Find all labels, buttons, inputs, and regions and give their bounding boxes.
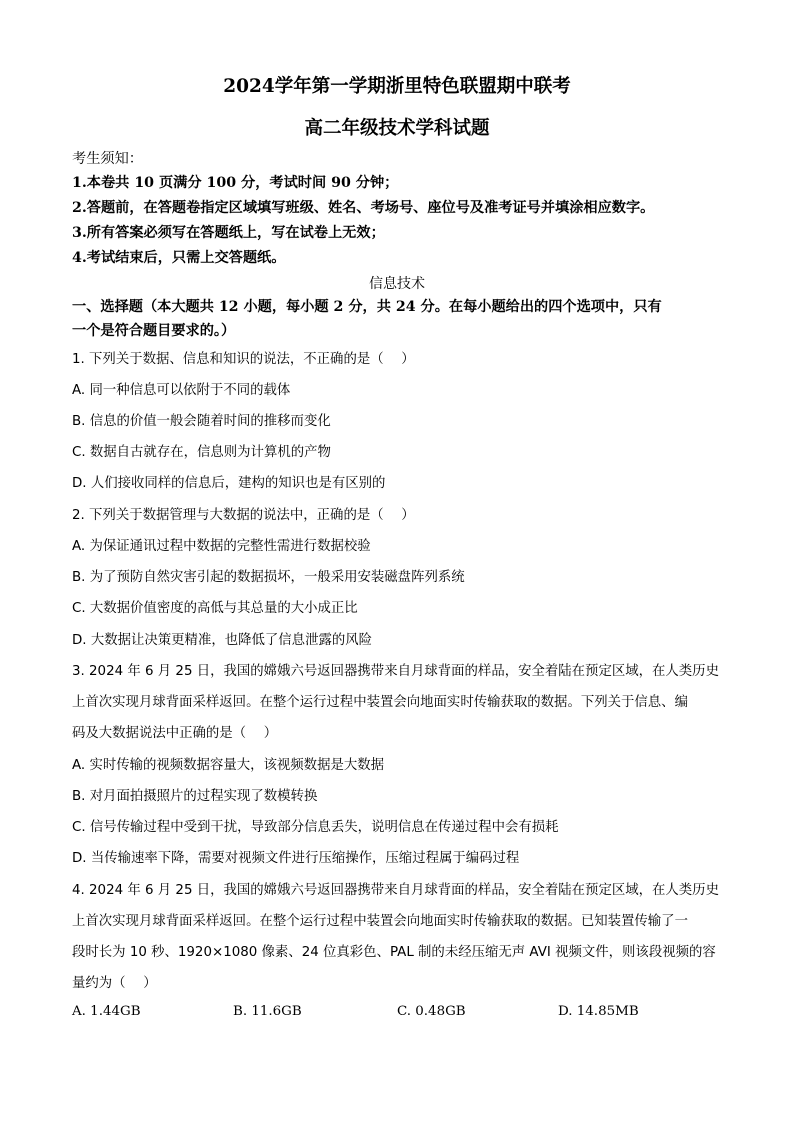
question-1-option-d: D. 人们接收同样的信息后，建构的知识也是有区别的 bbox=[72, 476, 386, 491]
question-2-option-a: A. 为保证通讯过程中数据的完整性需进行数据校验 bbox=[72, 539, 371, 554]
question-4-option-d: D. 14.85MB bbox=[558, 1004, 639, 1019]
exam-subtitle: 高二年级技术学科试题 bbox=[304, 118, 490, 139]
question-3-option-d: D. 当传输速率下降，需要对视频文件进行压缩操作，压缩过程属于编码过程 bbox=[72, 851, 520, 866]
part-title: 信息技术 bbox=[369, 276, 425, 292]
question-2-option-d: D. 大数据让决策更精准，也降低了信息泄露的风险 bbox=[72, 633, 373, 648]
notice-item: 1.本卷共 10 页满分 100 分，考试时间 90 分钟； bbox=[72, 175, 399, 191]
question-1-option-a: A. 同一种信息可以依附于不同的载体 bbox=[72, 383, 291, 398]
notice-item: 4.考试结束后，只需上交答题纸。 bbox=[72, 250, 286, 266]
question-2-stem: 2. 下列关于数据管理与大数据的说法中，正确的是（ ） bbox=[72, 508, 415, 523]
question-4-option-a: A. 1.44GB bbox=[72, 1004, 141, 1019]
notice-heading: 考生须知： bbox=[72, 151, 143, 167]
question-2-option-c: C. 大数据价值密度的高低与其总量的大小成正比 bbox=[72, 601, 358, 616]
question-3-option-b: B. 对月面拍摄照片的过程实现了数模转换 bbox=[72, 789, 318, 804]
exam-title: 2024学年第一学期浙里特色联盟期中联考 bbox=[223, 76, 571, 97]
question-4-stem-cont: 段时长为 10 秒、1920×1080 像素、24 位真彩色、PAL 制的未经压缩无声 AVI 视频文件，则该段视频的容 bbox=[72, 945, 716, 960]
section-heading-cont: 一个是符合题目要求的。） bbox=[72, 323, 236, 339]
question-4-stem: 4. 2024 年 6 月 25 日，我国的嫦娥六号返回器携带来自月球背面的样品，安全着陆在预定区域，在人类历史 bbox=[72, 883, 719, 898]
question-3-stem: 3. 2024 年 6 月 25 日，我国的嫦娥六号返回器携带来自月球背面的样品，安全着陆在预定区域，在人类历史 bbox=[72, 664, 719, 679]
question-3-option-c: C. 信号传输过程中受到干扰，导致部分信息丢失，说明信息在传递过程中会有损耗 bbox=[72, 820, 559, 835]
notice-item: 2.答题前，在答题卷指定区域填写班级、姓名、考场号、座位号及准考证号并填涂相应数字。 bbox=[72, 200, 655, 216]
section-heading: 一、选择题（本大题共 12 小题，每小题 2 分，共 24 分。在每小题给出的四个选项中，只有 bbox=[72, 299, 662, 315]
question-1-option-c: C. 数据自古就存在，信息则为计算机的产物 bbox=[72, 445, 331, 460]
notice-item: 3.所有答案必须写在答题纸上，写在试卷上无效； bbox=[72, 225, 385, 241]
question-1-stem: 1. 下列关于数据、信息和知识的说法，不正确的是（ ） bbox=[72, 352, 415, 367]
question-4-option-b: B. 11.6GB bbox=[233, 1004, 302, 1019]
question-4-stem-cont: 量约为（ ） bbox=[72, 976, 157, 991]
question-2-option-b: B. 为了预防自然灾害引起的数据损坏，一般采用安装磁盘阵列系统 bbox=[72, 570, 465, 585]
question-3-option-a: A. 实时传输的视频数据容量大，该视频数据是大数据 bbox=[72, 758, 385, 773]
question-4-option-c: C. 0.48GB bbox=[397, 1004, 466, 1019]
question-4-stem-cont: 上首次实现月球背面采样返回。在整个运行过程中装置会向地面实时传输获取的数据。已知装置传输了一 bbox=[72, 914, 688, 929]
question-1-option-b: B. 信息的价值一般会随着时间的推移而变化 bbox=[72, 414, 331, 429]
question-3-stem-cont: 上首次实现月球背面采样返回。在整个运行过程中装置会向地面实时传输获取的数据。下列关于信息、编 bbox=[72, 695, 688, 710]
question-3-stem-cont: 码及大数据说法中正确的是（ ） bbox=[72, 726, 278, 741]
